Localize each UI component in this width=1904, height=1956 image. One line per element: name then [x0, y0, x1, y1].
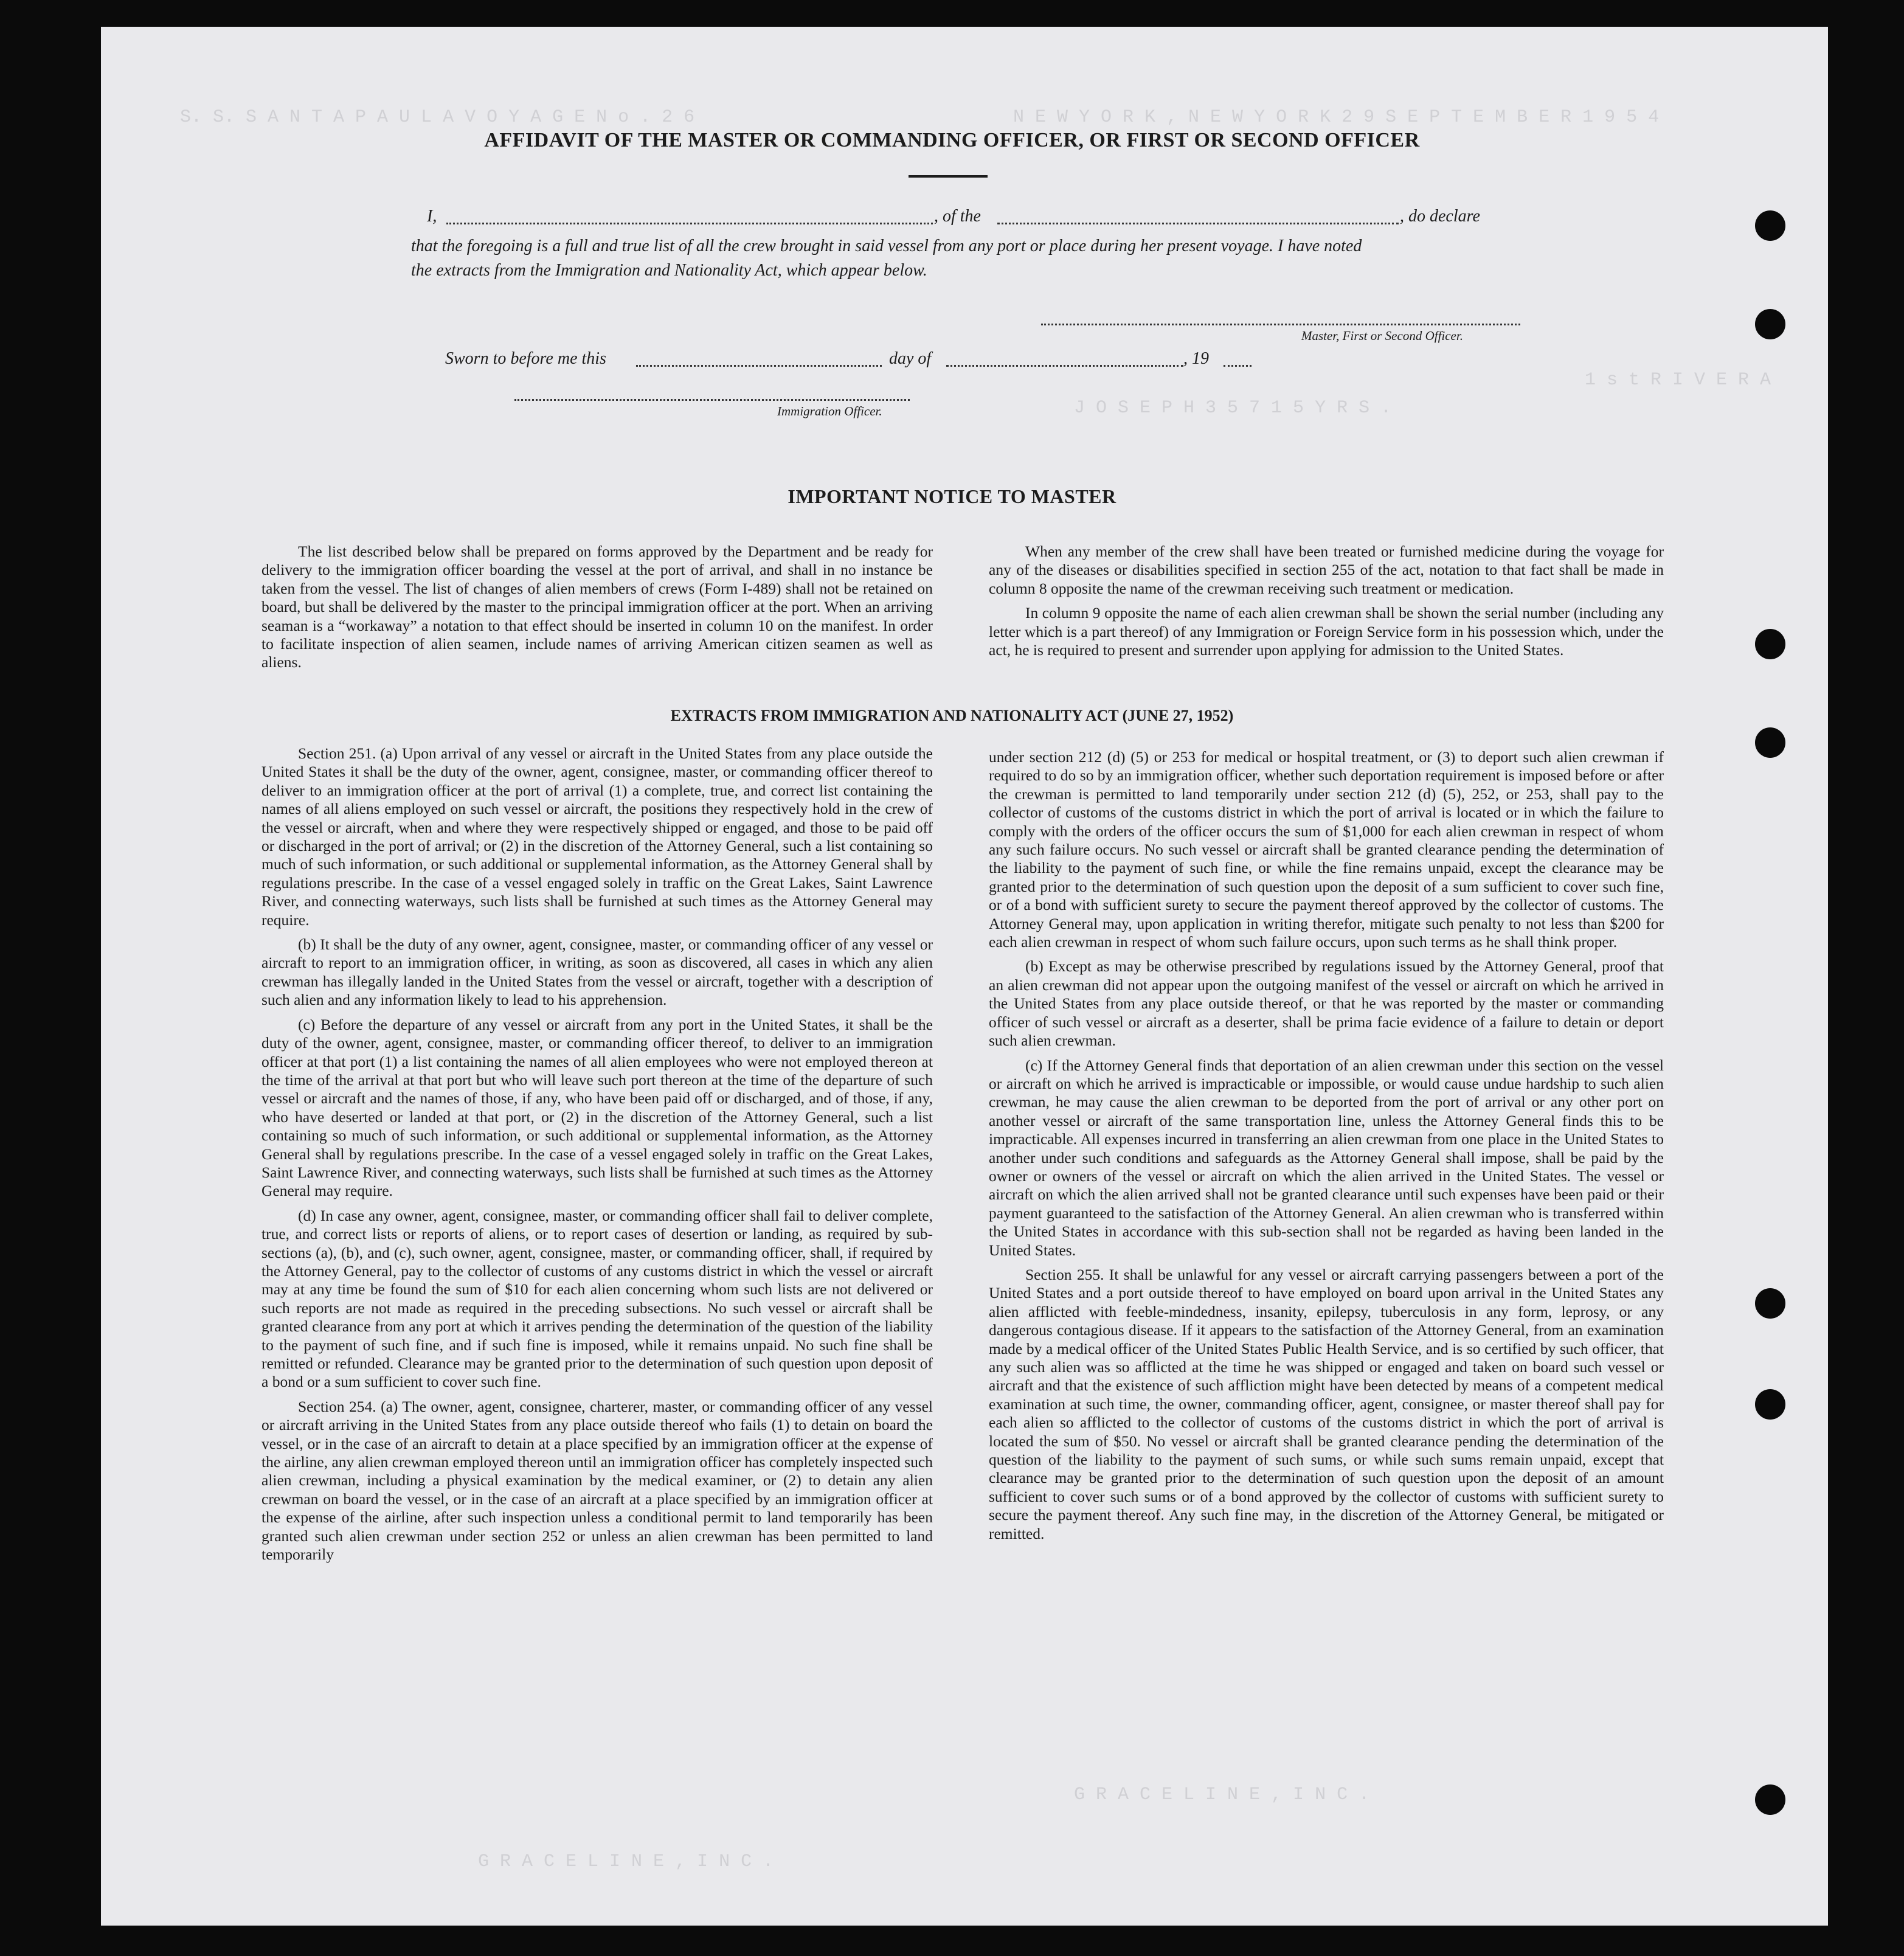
statute-paragraph: (b) Except as may be otherwise prescribed by regulations issued by the Attorney General, proof that an alien crewman did not appear upon the outgoing manifest of the vessel or aircraft on which he arrived in the United States from any place outside thereof, or that he was reported by the master or commanding officer of such vessel or aircraft as a deserter, shall be prima facie evidence of a failure to detain or deport such alien crewman.	[989, 957, 1664, 1050]
sworn-year-blank[interactable]	[1224, 365, 1251, 367]
extracts-right-column	[989, 748, 1664, 1549]
binder-hole	[1755, 1288, 1785, 1319]
immigration-officer-signature-line[interactable]	[514, 399, 910, 401]
notice-right-column	[989, 543, 1664, 665]
of-the-label: , of the	[934, 207, 981, 226]
binder-hole	[1755, 629, 1785, 659]
affidavit-title: AFFIDAVIT OF THE MASTER OR COMMANDING OFFICER, OR FIRST OR SECOND OFFICER	[484, 129, 1420, 151]
statute-paragraph: (d) In case any owner, agent, consignee, master, or commanding officer shall fail to deliver complete, true, and correct lists or reports of aliens, or to report cases of desertion or landing, as required by sub-sections (a), (b), and (c), such owner, agent, consignee, master, or commanding officer, shall, if required by the Attorney General, pay to the collector of customs of any customs district in which the vessel or aircraft may at any time be found the sum of $10 for each alien concerning whom such lists are not delivered or such reports are not made as required in the preceding subsections. No such vessel or aircraft shall be granted clearance from any port at which it arrives pending the determination of the question of the liability to the payment of such fine, and if such fine is imposed, while it remains unpaid. No such fine shall be remitted or refunded. Clearance may be granted prior to the determination of such question upon deposit of a bond or a sum sufficient to cover such fine.	[261, 1206, 933, 1391]
binder-hole	[1755, 1784, 1785, 1815]
title-rule	[909, 175, 988, 178]
show-through-text: N E W Y O R K , N E W Y O R K 2 9 S E P T E M B E R 1 9 5 4	[1013, 107, 1660, 128]
show-through-text: G R A C E L I N E , I N C .	[478, 1851, 774, 1872]
show-through-text: 1 s t R I V E R A	[1585, 370, 1771, 390]
binder-hole	[1755, 309, 1785, 339]
statute-paragraph: Section 254. (a) The owner, agent, consignee, charterer, master, or commanding officer of any vessel or aircraft arriving in the United States from any place outside thereof who fails (1) to detain on board the vessel, or in the case of an aircraft to detain at a place specified by an immigration officer at the expense of the airline, any alien crewman employed thereon until an immigration officer has completely inspected such alien crewman, including a physical examination by the medical examiner, or (2) to detain any alien crewman on board the vessel, or in the case of an aircraft at a place specified by an immigration officer at the expense of the airline, after such inspection unless a conditional permit to land temporarily has been granted such alien crewman under section 252 or unless an alien crewman has been permitted to land temporarily	[261, 1397, 933, 1564]
name-blank[interactable]	[446, 223, 933, 224]
do-declare-label: , do declare	[1400, 207, 1480, 226]
i-label: I,	[427, 207, 437, 226]
immigration-officer-label: Immigration Officer.	[777, 404, 882, 418]
show-through-text: J O S E P H 3 5 7 1 5 Y R S .	[1074, 398, 1392, 418]
statute-paragraph: Section 251. (a) Upon arrival of any vessel or aircraft in the United States from any place outside the United States it shall be the duty of the owner, agent, consignee, master, or commanding officer thereof to deliver to an immigration officer at the port of arrival (1) a complete, true, and correct list containing the names of all aliens employed on such vessel or aircraft, the positions they respectively hold in the crew of the vessel or aircraft, when and where they were respectively shipped or engaged, and those to be paid off or discharged in the port of arrival; or (2) in the discretion of the Attorney General, such a list containing so much of such information, or such additional or supplemental information, as the Attorney General shall by regulations prescribe. In the case of a vessel engaged solely in traffic on the Great Lakes, Saint Lawrence River, and connecting waterways, such lists shall be furnished at such times as the Attorney General may require.	[261, 744, 933, 929]
affidavit-statement: that the foregoing is a full and true list of all the crew brought in said vessel from any port or place during her present voyage. I have noted	[411, 237, 1362, 255]
binder-hole	[1755, 727, 1785, 758]
notice-left-column	[261, 543, 933, 678]
notice-paragraph: In column 9 opposite the name of each alien crewman shall be shown the serial number (including any letter which is a part thereof) of any Immigration or Foreign Service form in his possession which, under the act, he is required to present and surrender upon applying for admission to the United States.	[989, 604, 1664, 659]
affidavit-statement-continued: the extracts from the Immigration and Nationality Act, which appear below.	[411, 261, 927, 280]
year-label: , 19	[1183, 349, 1209, 368]
show-through-text: G R A C E L I N E , I N C .	[1074, 1784, 1370, 1805]
notice-paragraph: The list described below shall be prepared on forms approved by the Department and be ready for delivery to the immigration officer boarding the vessel at the port of arrival, and shall in no instance be taken from the vessel. The list of changes of alien members of crews (Form I-489) shall not be retained on board, but shall be delivered by the master to the principal immigration officer at the port. When an arriving seaman is a “workaway” a notation to that effect should be inserted in column 10 on the manifest. In order to facilitate inspection of alien seamen, include names of arriving American citizen seamen as well as aliens.	[261, 543, 933, 671]
statute-paragraph: (c) Before the departure of any vessel or aircraft from any port in the United States, it shall be the duty of the owner, agent, consignee, master, or commanding officer thereof, to deliver to an immigration officer at that port (1) a list containing the names of all alien employees who were not employed thereon at the time of the arrival at that port but who will leave such port thereon at the time of the departure of such vessel or aircraft and the names of those, if any, who have been paid off or discharged, and of those, if any, who have deserted or landed at that port, or (2) in the discretion of the Attorney General, such a list containing so much of such information, or such additional or supplemental information, as the Attorney General shall by regulations prescribe. In the case of a vessel engaged solely in traffic on the Great Lakes, Saint Lawrence River, and connecting waterways, such lists shall be furnished at such times as the Attorney General may require.	[261, 1015, 933, 1200]
statute-paragraph: (c) If the Attorney General finds that deportation of an alien crewman under this section on the vessel or aircraft on which he arrived is impracticable or impossible, or would cause undue hardship to such alien crewman, he may cause the alien crewman to be deported from the port of arrival or any other port on another vessel or aircraft of the same transportation line, unless the Attorney General finds this to be impracticable. All expenses incurred in transferring an alien crewman from one place in the United States to another under such conditions and safeguards as the Attorney General shall impose, shall be paid by the owner or owners of the vessel or aircraft on which the alien arrived in the United States. The vessel or aircraft on which the alien arrived shall not be granted clearance until such expenses have been paid or their payment guaranteed to the satisfaction of the Attorney General. An alien crewman who is transferred within the United States in accordance with this sub-section shall not be regarded as having been landed in the United States.	[989, 1056, 1664, 1259]
extracts-left-column	[261, 744, 933, 1570]
master-signature-label: Master, First or Second Officer.	[1301, 328, 1463, 343]
sworn-label: Sworn to before me this	[445, 349, 606, 368]
notice-paragraph: When any member of the crew shall have been treated or furnished medicine during the voyage for any of the diseases or disabilities specified in section 255 of the act, notation to that fact shall be made in column 8 opposite the name of the crewman receiving such treatment or medication.	[989, 543, 1664, 597]
binder-hole	[1755, 1389, 1785, 1420]
day-of-label: day of	[889, 349, 932, 368]
vessel-blank[interactable]	[997, 223, 1399, 224]
statute-paragraph: (b) It shall be the duty of any owner, agent, consignee, master, or commanding officer of any vessel or aircraft to report to an immigration officer, in writing, as soon as discovered, all cases in which any alien crewman has illegally landed in the United States from the vessel or aircraft, together with a description of such alien and any information likely to lead to his apprehension.	[261, 935, 933, 1009]
notice-title: IMPORTANT NOTICE TO MASTER	[788, 485, 1116, 507]
binder-hole	[1755, 210, 1785, 241]
master-signature-line[interactable]	[1041, 324, 1520, 325]
sworn-month-blank[interactable]	[946, 365, 1183, 367]
statute-paragraph: Section 255. It shall be unlawful for any vessel or aircraft carrying passengers between a port of the United States and a port outside thereof to have employed on board upon arrival in the United States any alien afflicted with feeble-mindedness, insanity, epilepsy, tuberculosis in any form, leprosy, or any dangerous contagious disease. If it appears to the satisfaction of the Attorney General, from an examination made by a medical officer of the United States Public Health Service, and is so certified by such officer, that any such alien was so afflicted at the time he was shipped or engaged and taken on board such vessel or aircraft and that the existence of such affliction might have been detected by means of a competent medical examination at such time, the owner, commanding officer, agent, consignee, or master thereof shall pay for each alien so afflicted to the collector of customs of the customs district in which the port of arrival is located the sum of $50. No vessel or aircraft shall be granted clearance pending the determination of the question of the liability to the payment of such sums, or while such sums remain unpaid, except that clearance may be granted prior to the determination of such question upon the deposit of an amount sufficient to cover such sums or of a bond approved by the collector of customs with sufficient surety to secure the payment thereof. Any such fine may, in the discretion of the Attorney General, be mitigated or remitted.	[989, 1265, 1664, 1542]
sworn-day-blank[interactable]	[636, 365, 882, 367]
statute-paragraph: under section 212 (d) (5) or 253 for medical or hospital treatment, or (3) to deport such alien crewman if required to do so by an immigration officer, whether such deportation requirement is imposed before or after the crewman is permitted to land temporarily under section 212 (d) (5), 252, or 253, shall pay to the collector of customs of the customs district in which the port of arrival is located or in which the failure to comply with the orders of the officer occurs the sum of $1,000 for each alien crewman in respect of whom any such failure occurs. No such vessel or aircraft shall be granted clearance pending the determination of the liability to the payment of such fine, or while the fine remains unpaid, except the clearance may be granted prior to the determination of such question upon the deposit of a sum sufficient to cover such fine, or of a bond with sufficient surety to secure the payment thereof approved by the collector of customs. The Attorney General may, upon application in writing therefor, mitigate such penalty to not less than $200 for each alien crewman in respect of whom such failure occurs, upon such terms as he shall think proper.	[989, 748, 1664, 951]
extracts-title: EXTRACTS FROM IMMIGRATION AND NATIONALITY ACT (JUNE 27, 1952)	[670, 707, 1234, 724]
show-through-text: S. S. S A N T A P A U L A V O Y A G E N o . 2 6	[180, 107, 695, 128]
